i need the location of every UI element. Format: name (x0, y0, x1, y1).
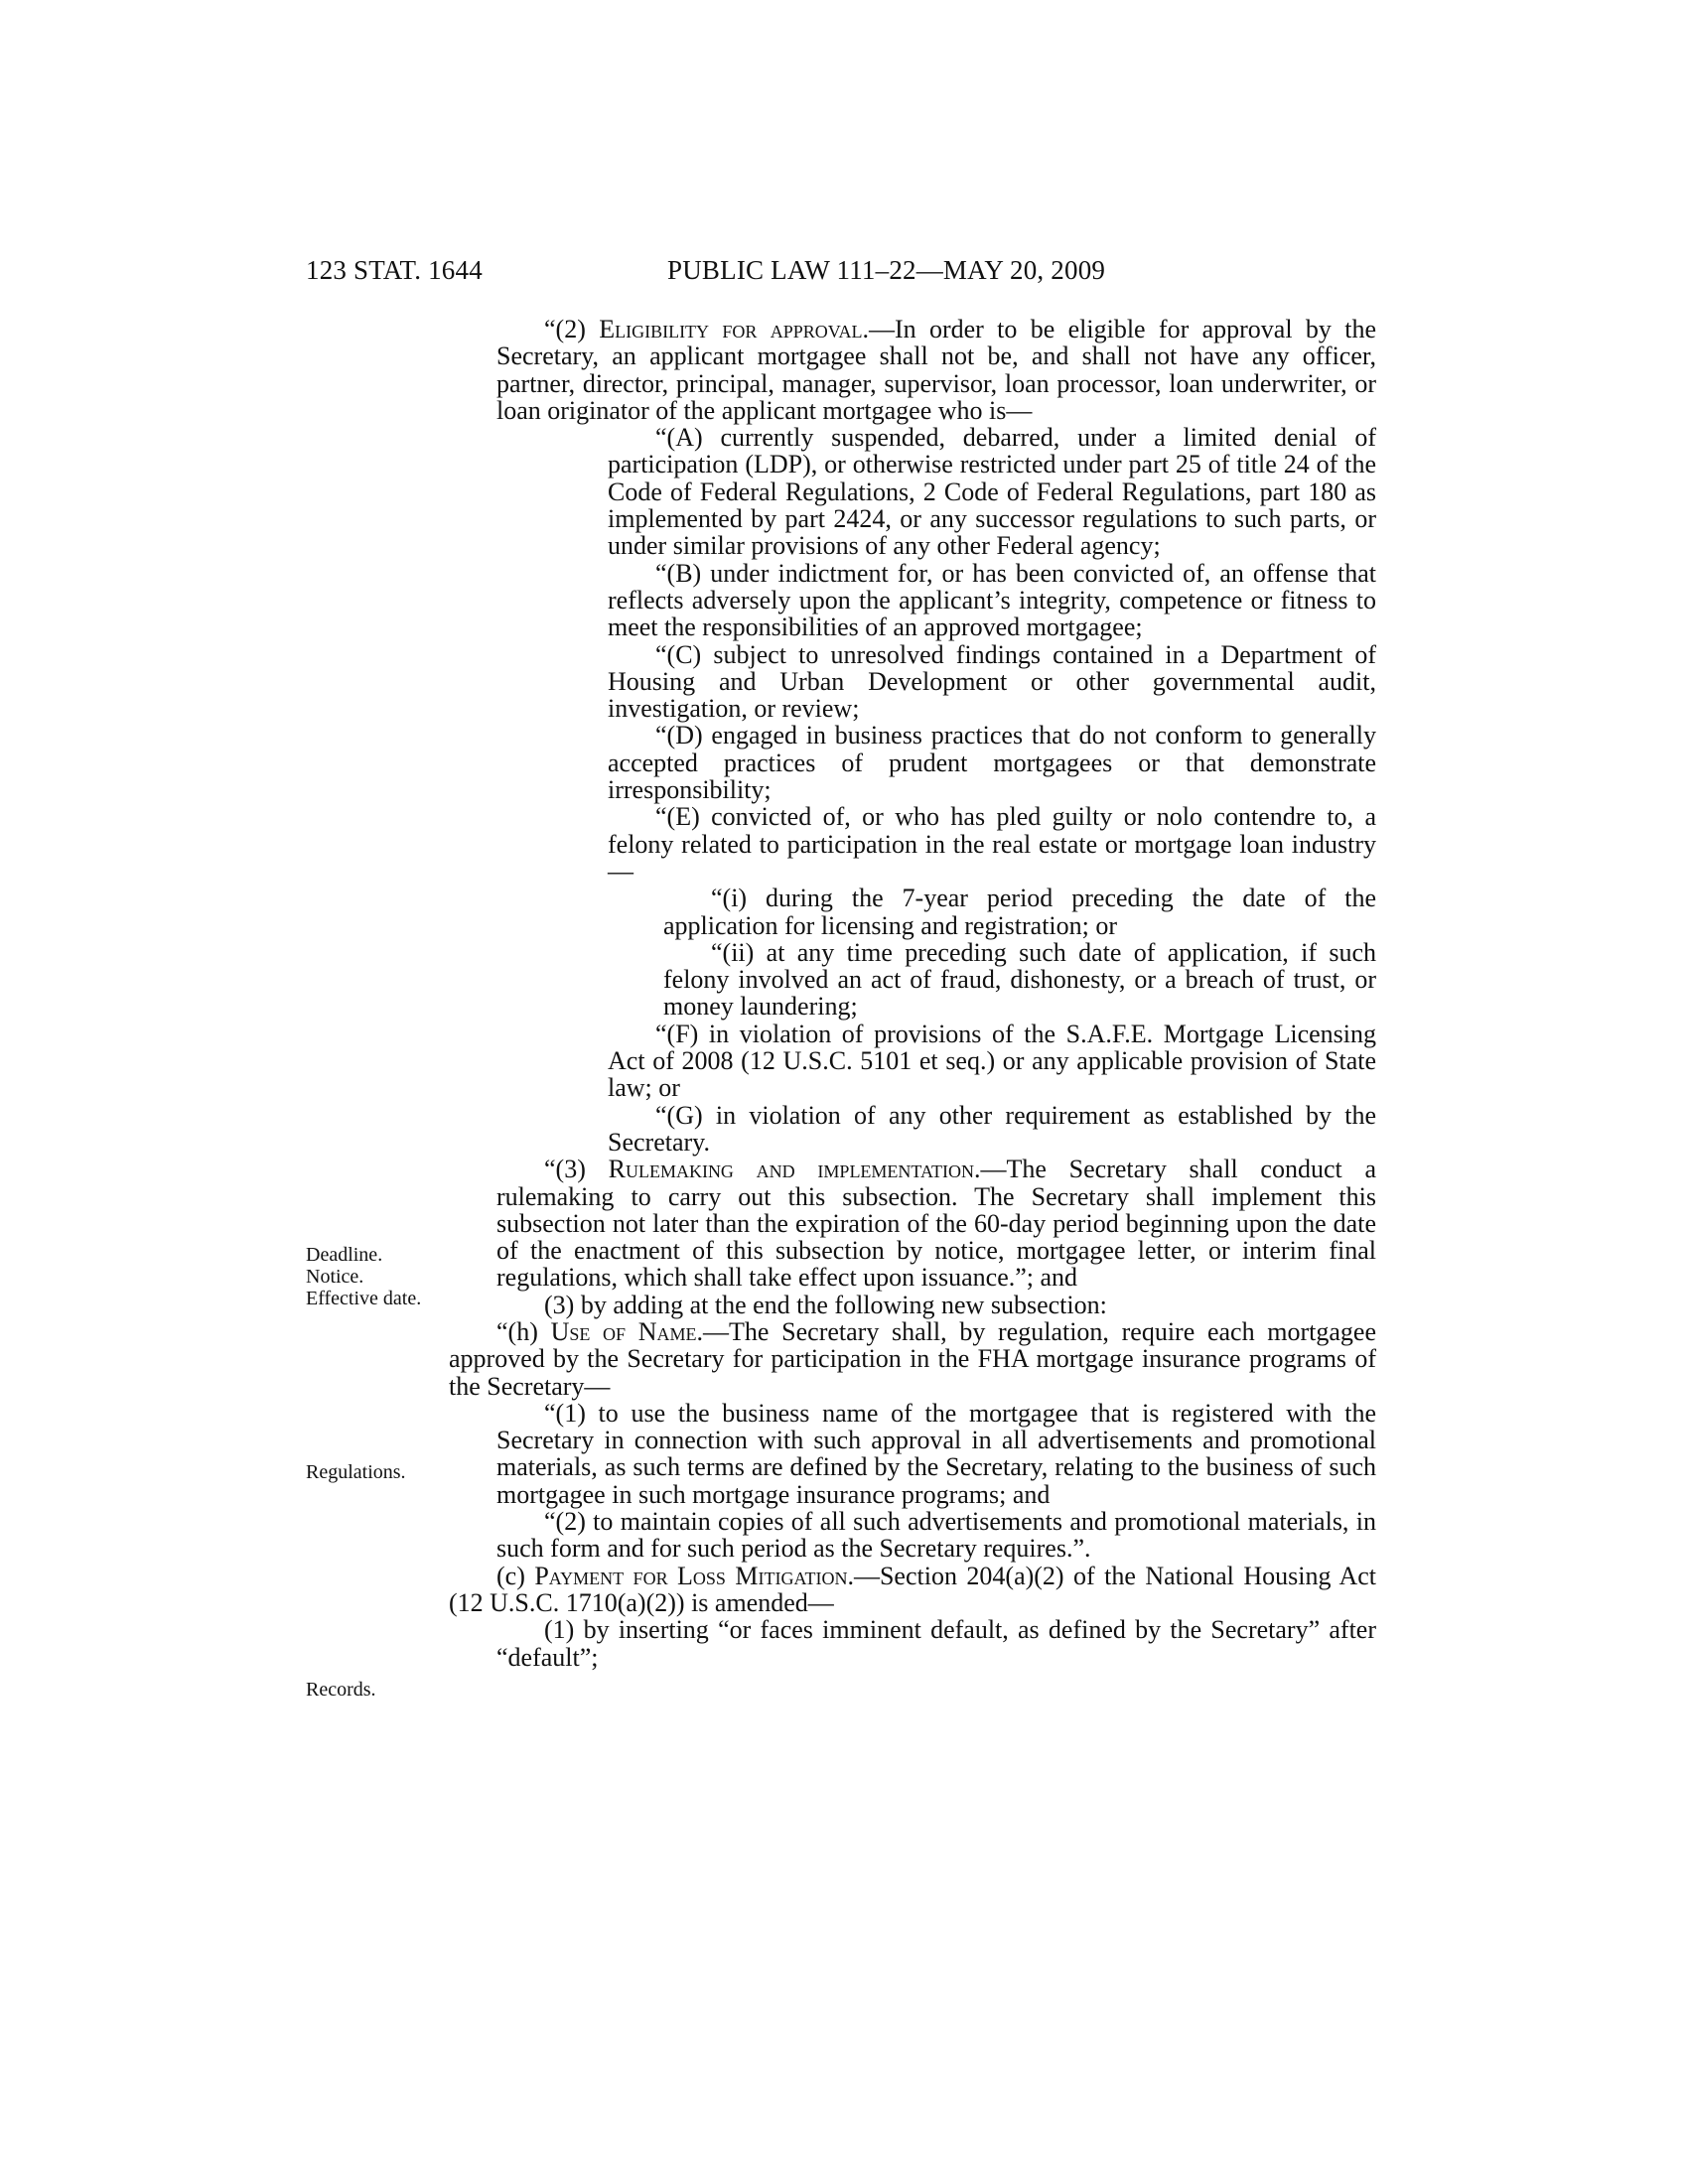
margin-note-effective-date: Effective date. (306, 1288, 422, 1309)
paragraph-text: —Section 204(a)(2) of the National Housing Act (12 U.S.C. 1710(a)(2)) is amended— (449, 1561, 1376, 1617)
paragraph-text: —In order to be eligible for approval by the Secretary, an applicant mortgagee shall not be, and shall not have any officer, partner, director, principal, manager, supervisor, loan processor, loan underwriter, or loan originator of the applicant mortgagee who is— (496, 315, 1376, 425)
margin-note-regulations-text: Regulations. (306, 1461, 406, 1483)
paragraph-c-1: (1) by inserting “or faces imminent default, as defined by the Secretary” after “default”; (496, 1615, 1376, 1672)
paragraph-heading: Use of Name. (550, 1316, 704, 1346)
subparagraph-g: “(G) in violation of any other requirement as established by the Secretary. (608, 1100, 1376, 1157)
paragraph-h-2: “(2) to maintain copies of all such advertisements and promotional materials, in such form and for such period as the Secretary requires.”. (496, 1507, 1376, 1564)
paragraph-text: —The Secretary shall conduct a rulemaking to carry out this subsection. The Secretary shall implement this subsection not later than the expiration of the 60-day period beginning upon the date of the enactment of this subsection by notice, mortgagee letter, or interim final regulations, which shall take effect upon issuance.”; and (496, 1155, 1377, 1293)
subparagraph-a: “(A) currently suspended, debarred, under a limited denial of participation (LDP), or otherwise restricted under part 25 of title 24 of the Code of Federal Regulations, 2 Code of Federal Regulations, part 180 as implemented by part 2424, or any successor regulations to such parts, or under similar provisions of any other Federal agency; (608, 423, 1376, 561)
margin-note-records-text: Records. (306, 1679, 376, 1701)
subsection-h-use-of-name (449, 1318, 1376, 1400)
margin-note-deadline: Deadline. (306, 1244, 383, 1266)
subparagraph-f: “(F) in violation of provisions of the S.A.F.E. Mortgage Licensing Act of 2008 (12 U.S.C. 5101 et seq.) or any applicable provision of State law; or (608, 1019, 1376, 1103)
item-3-adding-subsection: (3) by adding at the end the following new subsection: (544, 1290, 1107, 1319)
clause-e-i: “(i) during the 7-year period preceding the date of the application for licensing and registration; or (663, 884, 1376, 940)
paragraph-text: —The Secretary shall, by regulation, require each mortgagee approved by the Secretary for participation in the FHA mortgage insurance programs of the Secretary— (449, 1316, 1376, 1401)
paragraph-lead: (c) (496, 1561, 535, 1590)
paragraph-heading: Payment for Loss Mitigation. (534, 1561, 854, 1590)
subparagraph-b: “(B) under indictment for, or has been convicted of, an offense that reflects adversely upon the applicant’s integrity, competence or fitness to meet the responsibilities of an approved mortgagee; (608, 558, 1376, 642)
subsection-c-loss-mitigation (449, 1563, 1376, 1617)
subparagraph-e: “(E) convicted of, or who has pled guilty or nolo contendre to, a felony related to participation in the real estate or mortgage loan industry— (608, 802, 1376, 886)
paragraph-lead: “(h) (496, 1316, 551, 1346)
subparagraph-d: “(D) engaged in business practices that do not conform to generally accepted practices of prudent mortgagees or that demonstrate irresponsibility; (608, 721, 1376, 805)
paragraph-lead: “(3) (544, 1155, 609, 1184)
paragraph-lead: “(2) (544, 315, 600, 343)
margin-note-records (306, 1679, 465, 1701)
paragraph-h-1: “(1) to use the business name of the mortgagee that is registered with the Secretary in connection with such approval in all advertisements and promotional materials, as such terms are defined by the Secretary, relating to the business of such mortgagee in such mortgage insurance programs; and (496, 1398, 1376, 1509)
paragraph-3-rulemaking (496, 1156, 1376, 1291)
subparagraph-c: “(C) subject to unresolved findings contained in a Department of Housing and Urban Development or other governmental audit, investigation, or review; (608, 639, 1376, 724)
margin-note-notice: Notice. (306, 1266, 364, 1288)
public-law-title: PUBLIC LAW 111–22—MAY 20, 2009 (667, 255, 1106, 285)
margin-note-deadline-group (306, 1244, 465, 1309)
paragraph-heading: Eligibility for approval. (599, 315, 869, 343)
page-stat-citation: 123 STAT. 1644 (306, 255, 483, 285)
margin-note-regulations (306, 1461, 465, 1483)
clause-e-ii: “(ii) at any time preceding such date of application, if such felony involved an act of fraud, dishonesty, or a breach of trust, or money laundering; (663, 937, 1376, 1022)
paragraph-heading: Rulemaking and implementation. (608, 1155, 981, 1184)
running-header (306, 250, 1376, 290)
statute-body (449, 315, 1377, 1672)
paragraph-2-eligibility (496, 316, 1376, 424)
